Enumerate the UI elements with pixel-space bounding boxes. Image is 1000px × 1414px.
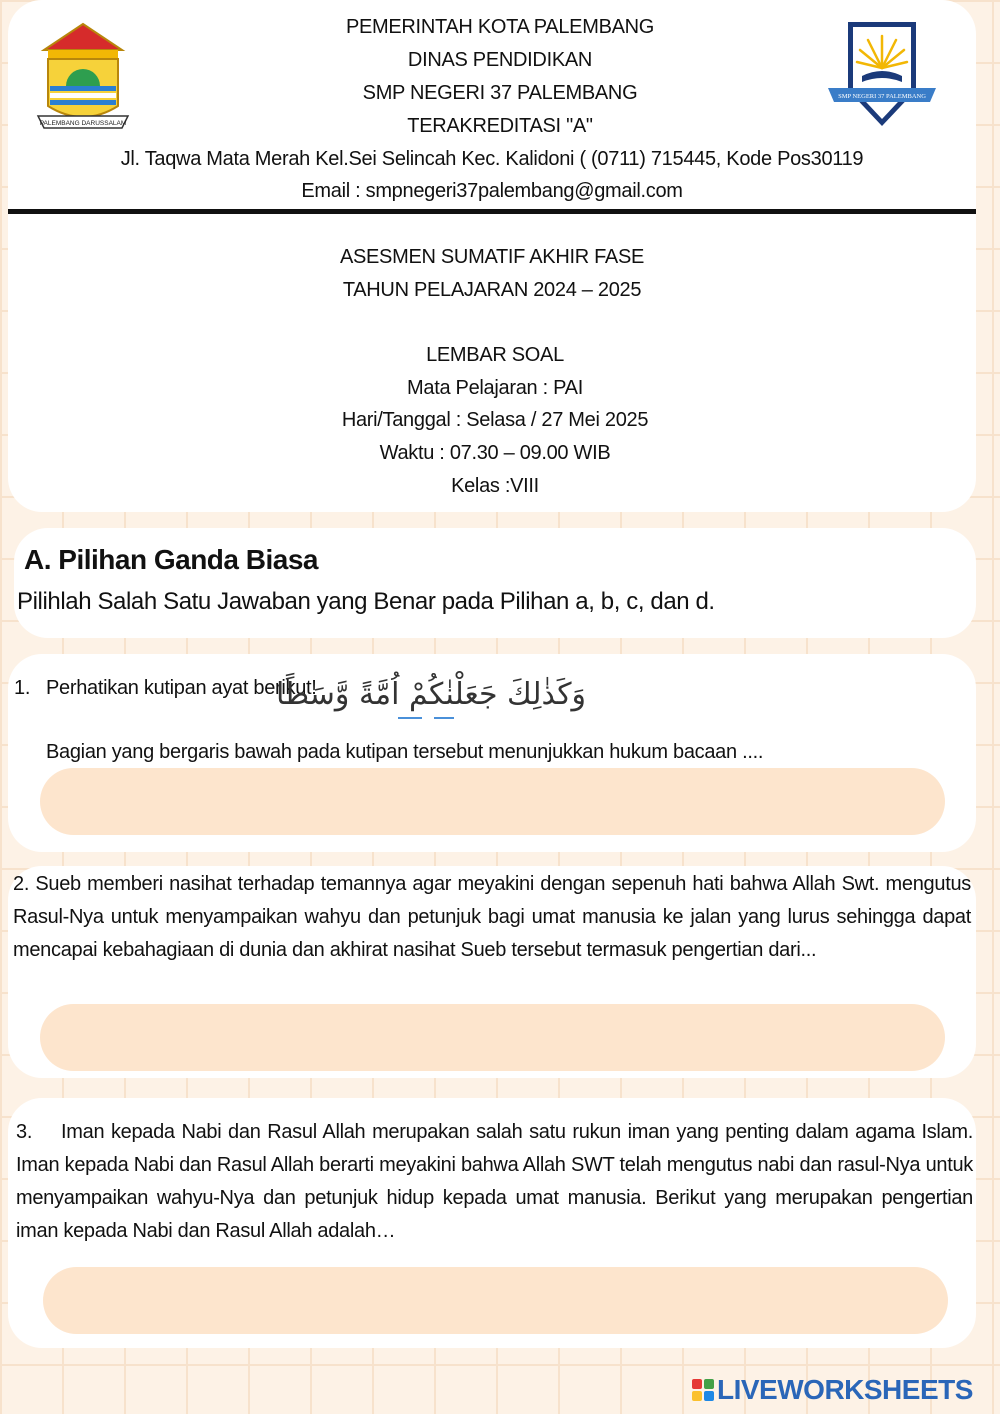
quran-verse-text: وَكَذٰلِكَ جَعَلْنٰكُمْ اُمَّةً وَّسَطًا <box>276 677 586 712</box>
question-3-text: Iman kepada Nabi dan Rasul Allah merupakan salah satu rukun iman yang penting dalam agama Islam. Iman kepada Nabi dan Rasul Allah berarti meyakini bahwa Allah SWT telah mengutus nabi dan rasul-Nya untuk menyampaikan wahyu-Nya dan petunjuk hidup kepada umat manusia. Berikut yang merupakan pengertian iman kepada Nabi dan Rasul Allah adalah… <box>16 1121 973 1242</box>
exam-title: ASESMEN SUMATIF AKHIR FASE <box>339 246 645 268</box>
exam-subject: Mata Pelajaran : PAI <box>407 377 583 399</box>
exam-class: Kelas :VIII <box>451 475 539 497</box>
answer-input-2[interactable] <box>40 1004 945 1071</box>
answer-input-1[interactable] <box>40 768 945 835</box>
header-accreditation: TERAKREDITASI "A" <box>407 115 593 137</box>
liveworksheets-watermark <box>692 1374 973 1406</box>
section-title: A. Pilihan Ganda Biasa <box>24 544 318 575</box>
liveworksheets-logo-icon <box>692 1379 714 1401</box>
header-email: Email : smpnegeri37palembang@gmail.com <box>301 180 683 202</box>
city-logo-caption: PALEMBANG DARUSSALAM <box>39 120 127 127</box>
question-1-intro: Perhatikan kutipan ayat berikut! <box>46 677 317 699</box>
section-instruction: Pilihlah Salah Satu Jawaban yang Benar pada Pilihan a, b, c, dan d. <box>17 588 715 615</box>
question-2-text: 2. Sueb memberi nasihat terhadap temannya agar meyakini dengan sepenuh hati bahwa Allah Swt. mengutus Rasul-Nya untuk menyampaikan wahyu dan petunjuk bagi umat manusia ke jalan yang lurus sehingga dapat mencapai kebahagiaan di dunia dan akhirat nasihat Sueb tersebut termasuk pengertian dari... <box>13 873 971 961</box>
answer-input-3[interactable] <box>43 1267 948 1334</box>
exam-sheet: LEMBAR SOAL <box>426 344 564 366</box>
header-address: Jl. Taqwa Mata Merah Kel.Sei Selincah Kec. Kalidoni ( (0711) 715445, Kode Pos30119 <box>120 148 864 170</box>
question-3-block <box>16 1116 973 1248</box>
exam-year: TAHUN PELAJARAN 2024 – 2025 <box>342 279 642 301</box>
question-1-text: Bagian yang bergaris bawah pada kutipan tersebut menunjukkan hukum bacaan .... <box>46 741 764 763</box>
quran-verse-excerpt <box>276 664 590 726</box>
header-department: DINAS PENDIDIKAN <box>407 49 593 71</box>
question-1-number: 1. <box>14 677 31 699</box>
header-divider <box>8 209 976 214</box>
exam-time: Waktu : 07.30 – 09.00 WIB <box>379 442 611 464</box>
header-government: PEMERINTAH KOTA PALEMBANG <box>345 16 655 38</box>
school-logo-caption: SMP NEGERI 37 PALEMBANG <box>838 93 926 100</box>
header-school-name: SMP NEGERI 37 PALEMBANG <box>362 82 638 104</box>
exam-date: Hari/Tanggal : Selasa / 27 Mei 2025 <box>341 409 649 431</box>
liveworksheets-wordmark: LIVEWORKSHEETS <box>717 1374 973 1405</box>
question-3-number: 3. <box>16 1121 33 1143</box>
